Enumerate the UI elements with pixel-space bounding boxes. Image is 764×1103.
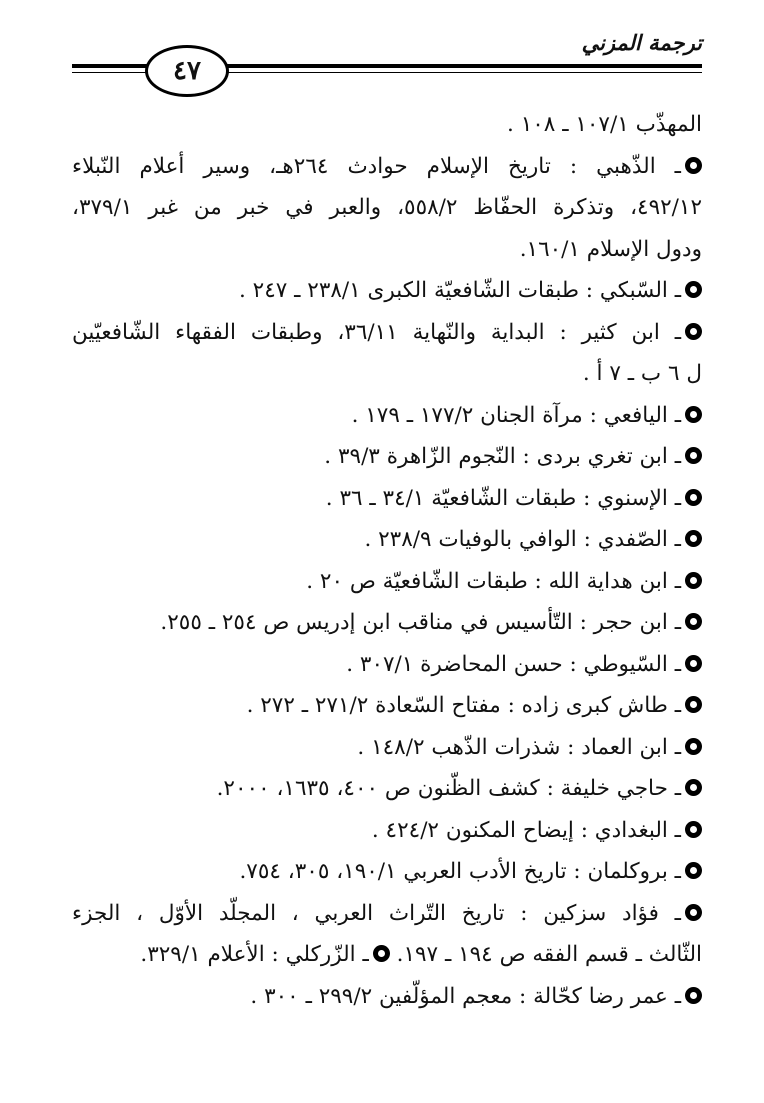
page-number-oval — [145, 45, 229, 97]
rosette-icon — [685, 655, 702, 672]
page-header — [0, 0, 764, 110]
entry-line: ـ الصّفدي : الوافي بالوفيات ٢٣٨/٩ . — [72, 519, 702, 561]
rosette-icon — [685, 987, 702, 1004]
entry-line: ـ فؤاد سزكين : تاريخ التّراث العربي ، المجلّد الأوّل ، الجزء — [72, 893, 702, 935]
entry-line: ـ السّبكي : طبقات الشّافعيّة الكبرى ٢٣٨/١ ـ ٢٤٧ . — [72, 270, 702, 312]
rosette-icon — [685, 489, 702, 506]
entry-line: ـ السّيوطي : حسن المحاضرة ٣٠٧/١ . — [72, 644, 702, 686]
rosette-icon — [373, 945, 390, 962]
entry-line: ـ بروكلمان : تاريخ الأدب العربي ١٩٠/١، ٣٠٥، ٧٥٤. — [72, 851, 702, 893]
text-line: الثّالث ـ قسم الفقه ص ١٩٤ ـ ١٩٧. ـ الزّركلي : الأعلام ٣٢٩/١. — [140, 942, 702, 967]
rosette-icon — [685, 696, 702, 713]
text-line: ل ٦ ب ـ ٧ أ . — [582, 361, 702, 386]
entry-line: ـ البغدادي : إيضاح المكنون ٤٢٤/٢ . — [72, 810, 702, 852]
rosette-icon — [685, 572, 702, 589]
rosette-icon — [685, 904, 702, 921]
rosette-icon — [685, 157, 702, 174]
entry-line: ـ ابن تغري بردى : النّجوم الزّاهرة ٣٩/٣ . — [72, 436, 702, 478]
rosette-icon — [685, 738, 702, 755]
entry-line: ـ عمر رضا كحّالة : معجم المؤلّفين ٢٩٩/٢ ـ ٣٠٠ . — [72, 976, 702, 1018]
entry-line: ـ حاجي خليفة : كشف الظّنون ص ٤٠٠، ١٦٣٥، ٢٠٠٠. — [72, 768, 702, 810]
rosette-icon — [685, 862, 702, 879]
rosette-icon — [685, 821, 702, 838]
entry-line: ـ طاش كبرى زاده : مفتاح السّعادة ٢٧١/٢ ـ ٢٧٢ . — [72, 685, 702, 727]
entry-line: ـ اليافعي : مرآة الجنان ١٧٧/٢ ـ ١٧٩ . — [72, 395, 702, 437]
entry-line: ـ الإسنوي : طبقات الشّافعيّة ٣٤/١ ـ ٣٦ . — [72, 478, 702, 520]
text-line: المهذّب ١٠٧/١ ـ ١٠٨ . — [507, 112, 702, 137]
text-line: ٤٩٢/١٢، وتذكرة الحفّاظ ٥٥٨/٢، والعبر في خبر من غبر ٣٧٩/١، — [72, 195, 702, 220]
rosette-icon — [685, 613, 702, 630]
running-title: ترجمة المزني — [581, 30, 702, 55]
rosette-icon — [685, 281, 702, 298]
rosette-icon — [685, 406, 702, 423]
entry-line: ـ ابن هداية الله : طبقات الشّافعيّة ص ٢٠ . — [72, 561, 702, 603]
entry-line: ـ ابن كثير : البداية والنّهاية ٣٦/١١، وطبقات الفقهاء الشّافعيّين — [72, 312, 702, 354]
rosette-icon — [685, 323, 702, 340]
rosette-icon — [685, 530, 702, 547]
entry-line: ـ ابن حجر : التّأسيس في مناقب ابن إدريس ص ٢٥٤ ـ ٢٥٥. — [72, 602, 702, 644]
entry-line: ـ الذّهبي : تاريخ الإسلام حوادث ٢٦٤هـ، وسير أعلام النّبلاء — [72, 146, 702, 188]
rosette-icon — [685, 779, 702, 796]
page-number: ٤٧ — [173, 56, 201, 86]
text-line: ودول الإسلام ١٦٠/١. — [519, 236, 702, 262]
rosette-icon — [685, 447, 702, 464]
entry-line: ـ ابن العماد : شذرات الذّهب ١٤٨/٢ . — [72, 727, 702, 769]
page-body — [72, 104, 702, 1017]
